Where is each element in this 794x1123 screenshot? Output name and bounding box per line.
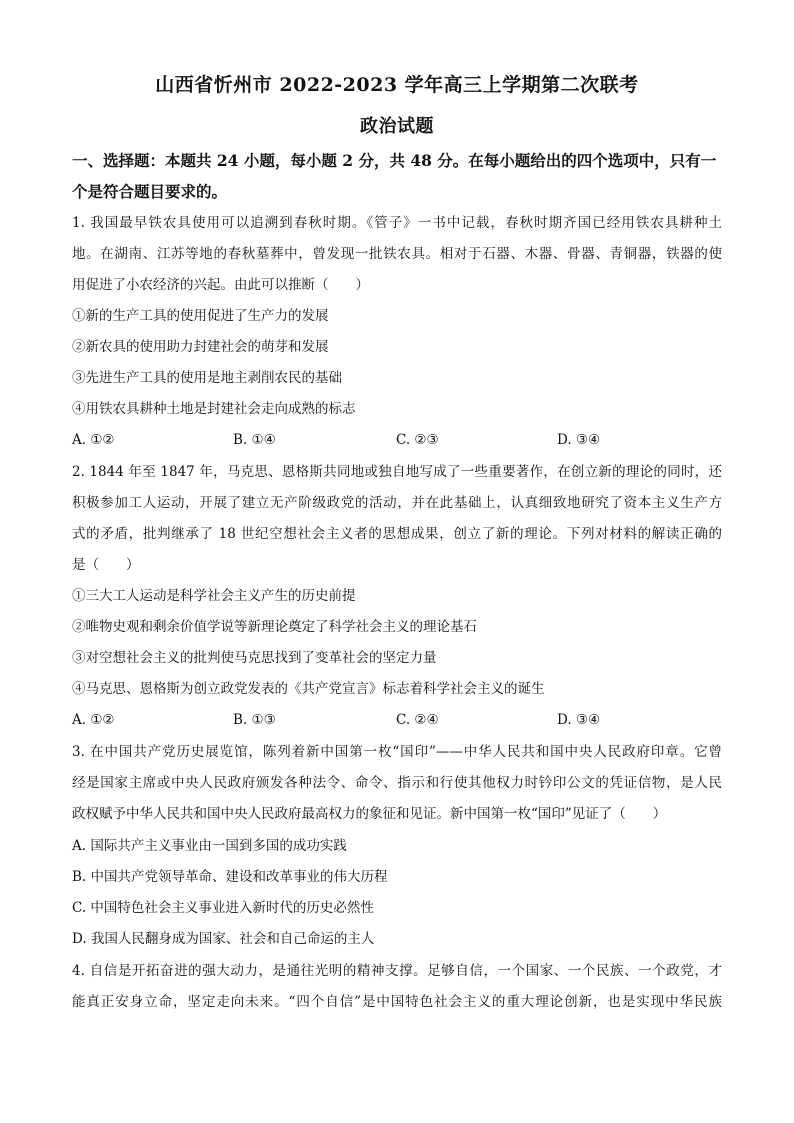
section-heading-line-2: 个是符合题目要求的。: [72, 182, 228, 201]
q3-option-b: B. 中国共产党领导革命、建设和改革事业的伟大历程: [72, 869, 388, 885]
q1-statement-4: ④用铁农具耕种土地是封建社会走向成熟的标志: [72, 401, 356, 417]
q2-option-d: D. ③④: [557, 712, 601, 728]
q1-option-b: B. ①④: [233, 432, 276, 448]
q3-stem-line-1: 3. 在中国共产党历史展览馆，陈列着新中国第一枚“国印”——中华人民共和国中央人民政府印章。它曾: [72, 744, 722, 760]
q3-option-d: D. 我国人民翻身成为国家、社会和自己命运的主人: [72, 931, 375, 947]
q3-option-a: A. 国际共产主义事业由一国到多国的成功实践: [72, 838, 347, 854]
q3-option-c: C. 中国特色社会主义事业进入新时代的历史必然性: [72, 900, 374, 916]
q3-stem-line-2: 经是国家主席或中央人民政府颁发各种法令、命令、指示和行使其他权力时钤印公文的凭证信物，是人民: [72, 775, 722, 791]
q2-statement-2: ②唯物史观和剩余价值学说等新理论奠定了科学社会主义的理论基石: [72, 619, 477, 635]
q2-option-b: B. ①③: [233, 712, 276, 728]
q1-option-a: A. ①②: [72, 432, 115, 448]
q1-option-d: D. ③④: [557, 432, 601, 448]
q2-statement-1: ①三大工人运动是科学社会主义产生的历史前提: [72, 588, 356, 604]
q4-stem-line-1: 4. 自信是开拓奋进的强大动力，是通往光明的精神支撑。足够自信，一个国家、一个民族、一个政党，才: [72, 963, 722, 979]
q1-stem-line-3: 用促进了小农经济的兴起。由此可以推断（ ）: [72, 277, 369, 293]
q1-stem-line-1: 1. 我国最早铁农具使用可以追溯到春秋时期。《管子》一书中记载，春秋时期齐国已经用铁农具耕种土: [72, 215, 722, 231]
exam-subject: 政治试题: [360, 116, 434, 137]
q2-stem-line-2: 积极参加工人运动，开展了建立无产阶级政党的活动，并在此基础上，认真细致地研究了资本主义生产方: [72, 495, 722, 511]
q2-statement-3: ③对空想社会主义的批判使马克思找到了变革社会的坚定力量: [72, 650, 437, 666]
q2-statement-4: ④马克思、恩格斯为创立政党发表的《共产党宣言》标志着科学社会主义的诞生: [72, 681, 545, 697]
q1-statement-1: ①新的生产工具的使用促进了生产力的发展: [72, 308, 329, 324]
exam-title: 山西省忻州市 2022-2023 学年高三上学期第二次联考: [155, 74, 639, 96]
q2-stem-line-4: 是（ ）: [72, 557, 140, 573]
q1-option-c: C. ②③: [396, 432, 439, 448]
section-heading-line-1: 一、选择题：本题共 24 小题，每小题 2 分，共 48 分。在每小题给出的四个选项中，只有一: [72, 151, 717, 170]
q1-stem-line-2: 地。在湖南、江苏等地的春秋墓葬中，曾发现一批铁农具。相对于石器、木器、骨器、青铜器，铁器的使: [72, 246, 722, 262]
q4-stem-line-2: 能真正安身立命，坚定走向未来。“四个自信”是中国特色社会主义的重大理论创新，也是实现中华民族: [72, 994, 722, 1010]
q3-stem-line-3: 政权赋予中华人民共和国中央人民政府最高权力的象征和见证。新中国第一枚“国印”见证了（ ）: [72, 806, 667, 822]
q2-stem-line-3: 式的矛盾，批判继承了 18 世纪空想社会主义者的思想成果，创立了新的理论。下列对材料的解读正确的: [72, 526, 722, 542]
q1-statement-2: ②新农具的使用助力封建社会的萌芽和发展: [72, 339, 329, 355]
q2-stem-line-1: 2. 1844 年至 1847 年，马克思、恩格斯共同地或独自地写成了一些重要著作，在创立新的理论的同时，还: [72, 464, 722, 480]
q2-option-c: C. ②④: [396, 712, 439, 728]
q2-option-a: A. ①②: [72, 712, 115, 728]
q1-statement-3: ③先进生产工具的使用是地主剥削农民的基础: [72, 370, 342, 386]
